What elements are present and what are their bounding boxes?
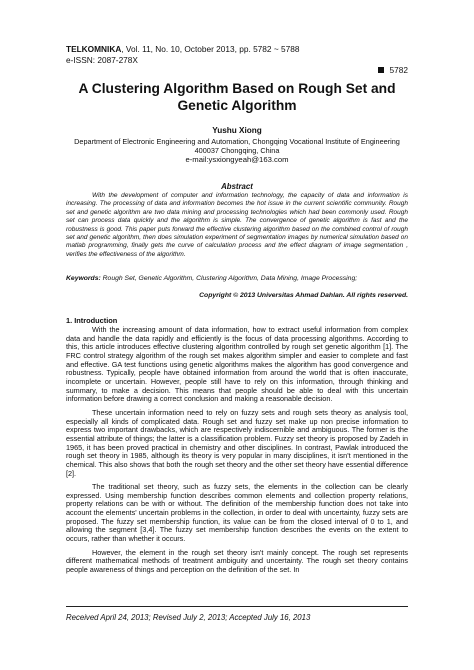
footer-divider [66, 606, 408, 607]
journal-citation [66, 44, 299, 55]
page-number-block [378, 65, 408, 75]
square-bullet-icon [378, 67, 384, 73]
section-body [66, 326, 408, 580]
paragraph: The traditional set theory, such as fuzzy sets, the elements in the collection can be clearly expressed. Using membership function describes common elements and collection property relations, property relations can be with or without. The definition of the membership function does not take into account the elements' uncertain problems in the collection, in order to deal with uncertainty, fuzzy sets are proposed. The fuzzy set membership function, its value can be from the closed interval of 0 to 1, and allowing the segment [3,4]. The fuzzy set membership function describes the events on the extent to occurs, rather than whether it occurs. [66, 482, 408, 544]
affiliation-line-1: Department of Electronic Engineering and Automation, Chongqing Vocational Institute of Engineering [74, 137, 400, 146]
citation-details: , Vol. 11, No. 10, October 2013, pp. 5782 ~ 5788 [121, 44, 300, 54]
affiliation-line-2: 400037 Chongqing, China [194, 146, 280, 155]
received-dates: Received April 24, 2013; Revised July 2, 2013; Accepted July 16, 2013 [66, 613, 311, 622]
title-line-1: A Clustering Algorithm Based on Rough Set and [78, 81, 396, 96]
paragraph: With the increasing amount of data information, how to extract useful information from complex data and handle the data rapidly and efficiently is the focus of data processing algorithms. According to this, this article introduces effective clustering algorithm controlled by rough set genetic algorithm [1]. The FRC control strategy algorithm of the rough set makes algorithm simpler and easier to complete and fast and effective. GA test functions using genetic algorithms makes the algorithm has good convergence and robustness. Typically, people have obtained information from around the world that is often inaccurate, incomplete or uncertain. However, people still have to rely on this information, through thinking and summary, to make a decision. This means that people should be able to deal with this uncertain information before drawing a correct conclusion and making a reasonable decision. [66, 325, 408, 404]
section-heading: 1. Introduction [66, 316, 118, 325]
copyright-notice: Copyright © 2013 Universitas Ahmad Dahlan. All rights reserved. [199, 292, 408, 299]
affiliation [66, 137, 408, 164]
page-number: 5782 [389, 65, 408, 75]
keywords-label: Keywords: [66, 275, 101, 282]
abstract-text: With the development of computer and information technology, the capacity of data and information is increasing. The processing of data and information becomes the hot issue in the current scientific community. Rough set and genetic algorithm are two data mining and processing technologies which had been commonly used. Rough set can process data quickly and the algorithm is simple. The convergence of genetic algorithm is fast and the robustness is good. This paper puts forward the effective clustering algorithm based on the combined control of rough set and genetic algorithm, then does simulation experiment of segmentation images by numerical simulation based on matlab programming, finally gets the curve of calculation process and the effect diagram of image segmentation , verifies the effectiveness of the algorithm. [66, 192, 408, 258]
journal-header [66, 44, 299, 65]
keywords [66, 275, 408, 284]
journal-name: TELKOMNIKA [66, 44, 122, 54]
keywords-text: Rough Set, Genetic Algorithm, Clustering Algorithm, Data Mining, Image Processing; [102, 275, 358, 282]
paragraph: However, the element in the rough set theory isn't mainly concept. The rough set represents different mathematical methods of treatment ambiguity and uncertainty. The rough set theory contains people awareness of things and perception on the definition of the set. In [66, 547, 408, 575]
abstract-heading: Abstract [221, 182, 253, 191]
issn: e-ISSN: 2087-278X [66, 54, 138, 65]
title-line-2: Genetic Algorithm [177, 97, 297, 113]
paper-title [66, 81, 408, 114]
author-email: e-mail:ysxiongyeah@163.com [185, 155, 289, 164]
paragraph: These uncertain information need to rely on fuzzy sets and rough sets theory as analysis tool, especially all kinds of complicated data. Rough set and fuzzy set make up non precise information to express two important drawbacks, which are respectively indiscernible and ambiguous. The former is the essential attribute of things; the latter is a classification problem. Fuzzy set theory is proposed by Zadeh in 1965, it has been proved practical in chemistry and other disciplines. In contrast, Pawlak introduced the rough set theory in 1985, although its theory is very popular in many disciplines, it isn't mentioned in the chemical. This also shows that both the rough set theory and the other set theory have essential difference [2]. [66, 407, 408, 478]
author-name: Yushu Xiong [212, 126, 262, 135]
